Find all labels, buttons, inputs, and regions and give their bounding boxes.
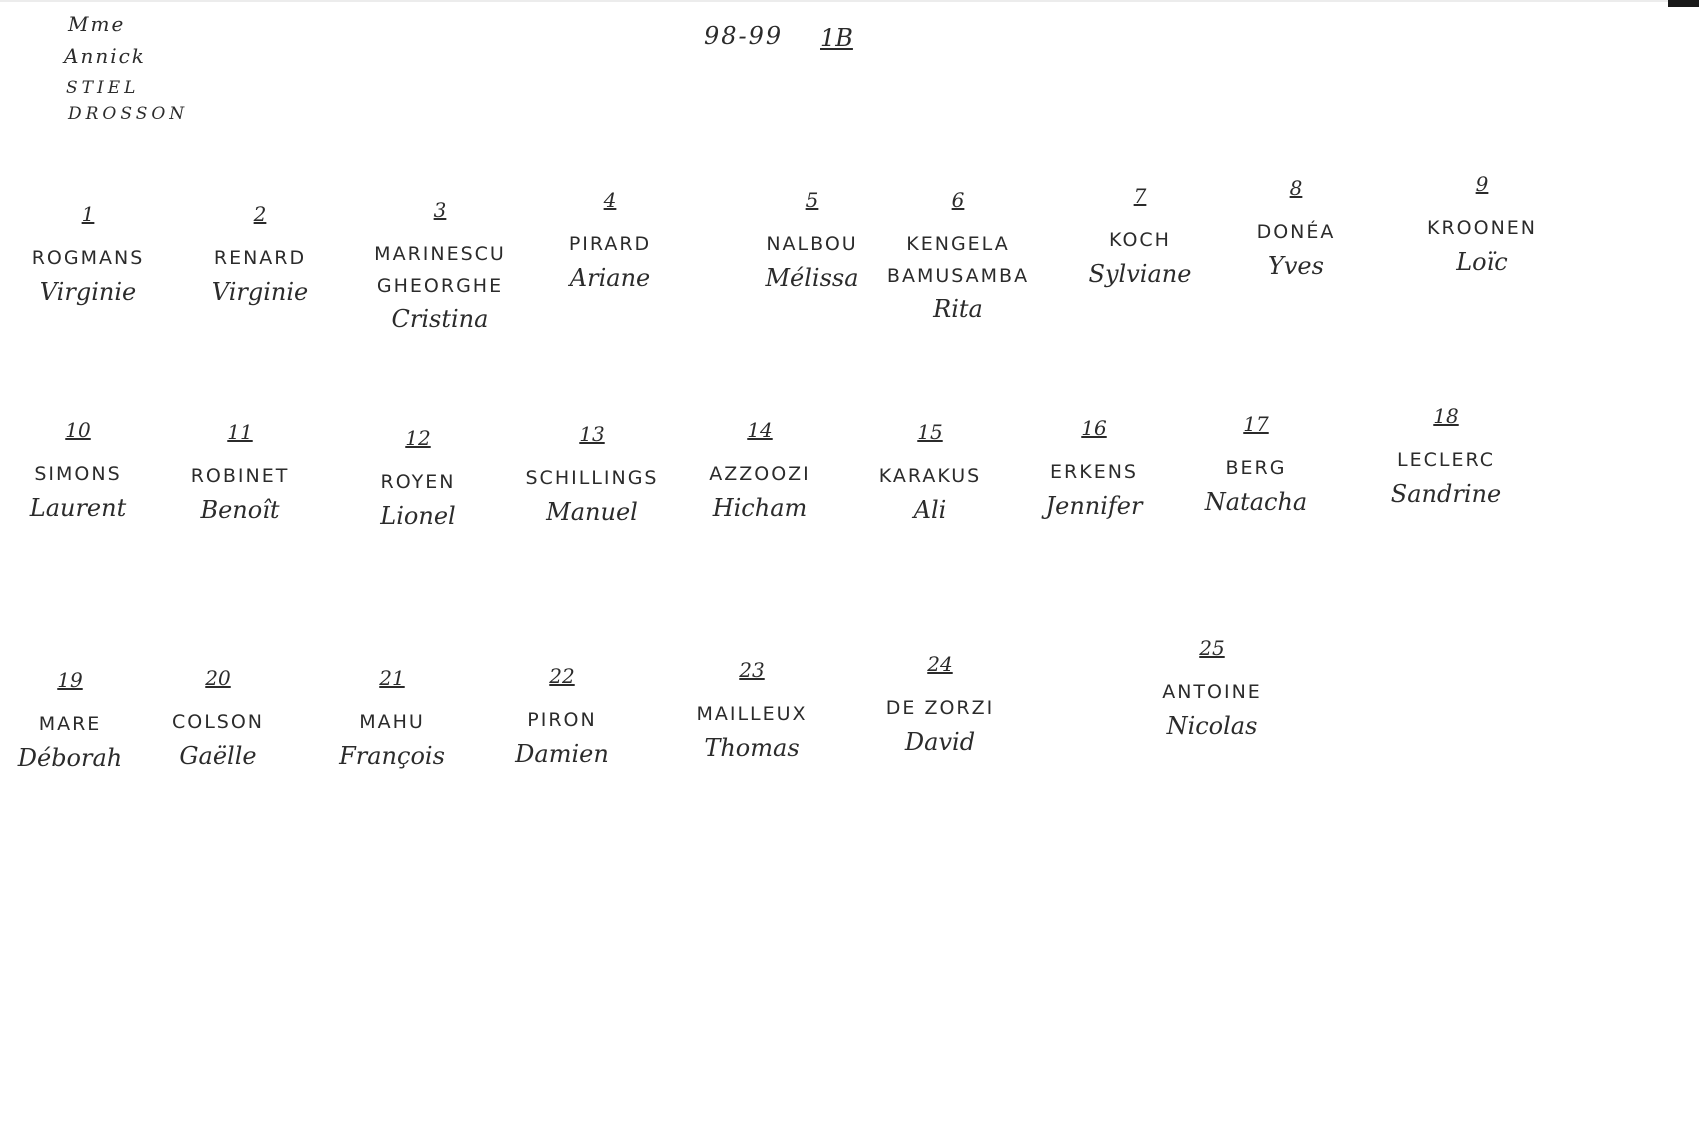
student-number: 21: [379, 666, 405, 690]
teacher-name-1: STIEL: [66, 78, 140, 98]
student-entry: [569, 186, 651, 296]
student-number: 17: [1243, 412, 1269, 436]
school-year: 98-99: [704, 22, 784, 50]
student-first-name: Hicham: [712, 494, 808, 522]
student-first-name: Lionel: [380, 502, 456, 530]
student-entry: [526, 420, 659, 530]
student-first-name: Virginie: [39, 278, 137, 306]
student-surname-2: GHEORGHE: [376, 275, 504, 297]
student-first-name: Mélissa: [765, 264, 859, 292]
student-surname: KENGELA: [906, 233, 1010, 255]
student-surname: ERKENS: [1050, 461, 1138, 483]
student-first-name: Laurent: [29, 494, 127, 522]
student-entry: [765, 186, 858, 296]
student-number: 18: [1433, 404, 1459, 428]
student-first-name: Virginie: [211, 278, 309, 306]
student-first-name: Manuel: [546, 498, 638, 526]
student-first-name: Cristina: [391, 305, 489, 333]
student-entry: [339, 664, 445, 774]
student-number: 24: [927, 652, 953, 676]
student-entry: [1427, 170, 1537, 280]
student-surname: BERG: [1225, 457, 1287, 479]
student-number: 6: [951, 188, 965, 212]
student-number: 5: [805, 188, 819, 212]
student-surname: DE ZORZI: [885, 697, 995, 719]
student-surname: KARAKUS: [878, 465, 982, 487]
student-entry: [709, 416, 811, 526]
student-number: 7: [1133, 184, 1147, 208]
student-surname: KROONEN: [1426, 217, 1538, 239]
student-entry: [212, 200, 308, 310]
student-surname: MARE: [38, 713, 102, 735]
student-surname: LECLERC: [1397, 449, 1495, 471]
student-entry: [886, 650, 994, 760]
student-number: 3: [433, 198, 447, 222]
student-number: 25: [1199, 636, 1225, 660]
student-surname: PIRARD: [568, 233, 652, 255]
student-first-name: Ariane: [569, 264, 651, 292]
student-number: 2: [253, 202, 267, 226]
student-surname: DONÉA: [1256, 221, 1336, 243]
student-entry: [32, 200, 145, 310]
student-first-name: Sandrine: [1390, 480, 1502, 508]
student-number: 12: [405, 426, 431, 450]
student-first-name: Sylviane: [1088, 260, 1192, 288]
student-number: 16: [1081, 416, 1107, 440]
student-surname: ROYEN: [380, 471, 456, 493]
scan-edge: [0, 0, 1668, 2]
student-first-name: Yves: [1268, 252, 1324, 280]
student-entry: [1162, 634, 1262, 744]
student-number: 22: [549, 664, 575, 688]
student-first-name: Natacha: [1204, 488, 1308, 516]
student-surname: RENARD: [213, 247, 307, 269]
student-first-name: Damien: [515, 740, 609, 768]
student-number: 11: [227, 420, 253, 444]
class-label: 1B: [820, 24, 853, 52]
student-number: 20: [205, 666, 231, 690]
student-first-name: Ali: [913, 496, 947, 524]
student-surname: ROGMANS: [31, 247, 145, 269]
student-number: 15: [917, 420, 943, 444]
student-entry: [1391, 402, 1501, 512]
student-number: 4: [603, 188, 617, 212]
student-number: 10: [65, 418, 91, 442]
student-entry: [191, 418, 290, 528]
student-first-name: François: [339, 742, 445, 770]
student-entry: [696, 656, 807, 766]
student-surname: MAHU: [359, 711, 425, 733]
student-surname: SIMONS: [34, 463, 122, 485]
student-entry: [380, 424, 455, 534]
student-entry: [18, 666, 123, 776]
student-number: 1: [81, 202, 95, 226]
student-surname: PIRON: [527, 709, 597, 731]
student-entry: [30, 416, 126, 526]
student-first-name: Loïc: [1456, 248, 1508, 276]
student-surname: KOCH: [1109, 229, 1171, 251]
student-surname: MARINESCU: [374, 243, 506, 265]
student-surname-2: BAMUSAMBA: [886, 265, 1030, 287]
student-first-name: Gaëlle: [179, 742, 257, 770]
student-first-name: Déborah: [17, 744, 123, 772]
student-first-name: Jennifer: [1045, 492, 1143, 520]
teacher-title: Mme: [68, 12, 126, 36]
student-entry: [515, 662, 609, 772]
student-entry: [374, 196, 506, 336]
student-first-name: David: [904, 728, 976, 756]
student-entry: [1205, 410, 1307, 520]
student-number: 23: [739, 658, 765, 682]
student-number: 8: [1289, 176, 1303, 200]
scan-corner-mark: [1668, 0, 1699, 7]
student-entry: [887, 186, 1029, 326]
student-first-name: Nicolas: [1166, 712, 1258, 740]
student-first-name: Benoît: [200, 496, 280, 524]
student-first-name: Thomas: [704, 734, 800, 762]
student-surname: SCHILLINGS: [525, 467, 659, 489]
student-number: 19: [57, 668, 83, 692]
student-surname: ANTOINE: [1162, 681, 1262, 703]
student-entry: [1257, 174, 1336, 284]
student-surname: ROBINET: [190, 465, 290, 487]
student-number: 14: [747, 418, 773, 442]
student-number: 9: [1475, 172, 1489, 196]
student-entry: [1089, 182, 1192, 292]
student-surname: COLSON: [171, 711, 265, 733]
student-number: 13: [579, 422, 605, 446]
student-surname: MAILLEUX: [696, 703, 808, 725]
student-entry: [172, 664, 264, 774]
student-surname: AZZOOZI: [709, 463, 811, 485]
teacher-names: [64, 8, 188, 130]
student-entry: [879, 418, 981, 528]
student-first-name: Rita: [933, 295, 983, 323]
student-entry: [1046, 414, 1143, 524]
teacher-name-2: DROSSON: [68, 104, 189, 124]
teacher-first-name: Annick: [64, 44, 146, 68]
student-surname: NALBOU: [766, 233, 858, 255]
